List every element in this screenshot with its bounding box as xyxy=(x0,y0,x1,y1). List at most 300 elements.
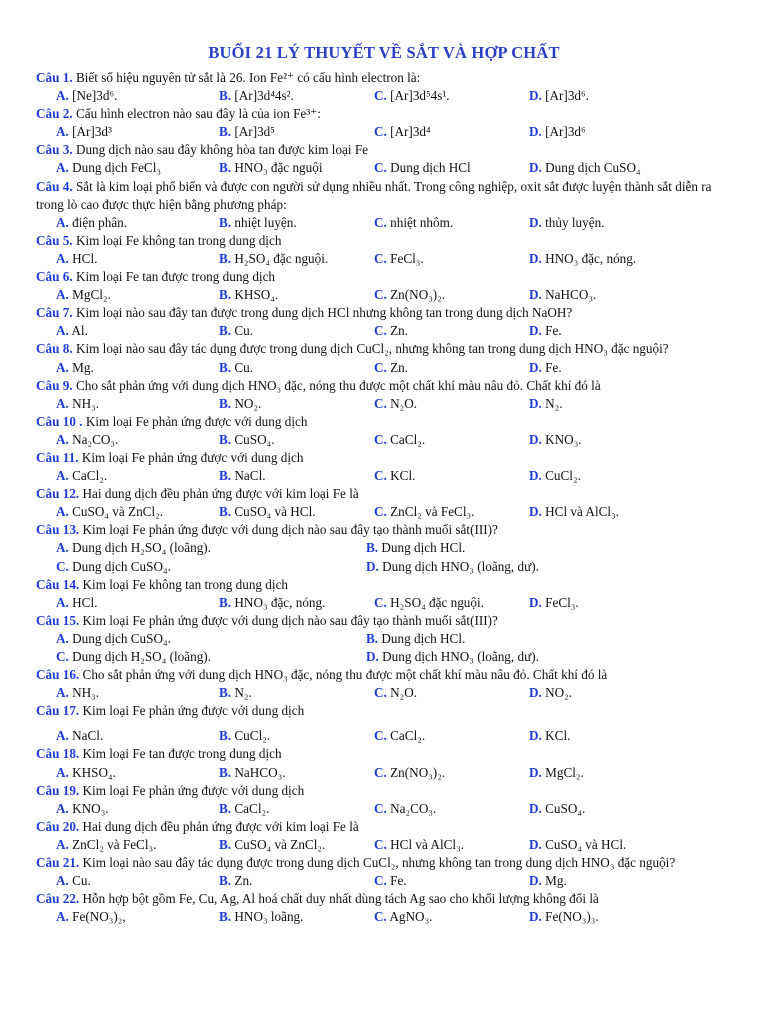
option-label: C. xyxy=(374,836,387,852)
answer-option[interactable] xyxy=(529,214,684,232)
question-text: Hai dung dịch đều phản ứng được với kim loại Fe là xyxy=(82,486,359,502)
option-text: KHSO₄. xyxy=(234,287,279,303)
option-text: NaHCO₃. xyxy=(234,764,286,780)
option-text: nhiệt luyện. xyxy=(234,214,297,230)
answer-option[interactable] xyxy=(219,214,374,232)
option-text: KCl. xyxy=(545,728,571,744)
option-label: B. xyxy=(219,728,232,744)
answer-option[interactable] xyxy=(374,467,529,485)
answer-option[interactable] xyxy=(374,431,529,449)
option-text: Dung dịch H₂SO₄ (loãng). xyxy=(72,649,211,664)
answer-option[interactable] xyxy=(36,800,219,818)
question-block xyxy=(36,576,736,612)
answer-option[interactable] xyxy=(219,764,374,782)
answer-option[interactable] xyxy=(219,503,374,521)
question-stem xyxy=(36,612,736,630)
answer-option[interactable] xyxy=(36,836,219,854)
answer-option[interactable] xyxy=(366,558,676,576)
option-text: Dung dịch FeCl₃ xyxy=(72,160,161,176)
option-text: Zn. xyxy=(390,323,409,339)
question-stem xyxy=(36,268,736,286)
option-label: B. xyxy=(366,540,379,556)
answer-option[interactable] xyxy=(219,359,374,377)
answer-option[interactable] xyxy=(219,159,374,177)
option-text: N₂O. xyxy=(390,395,418,411)
option-text: N₂O. xyxy=(390,685,418,701)
option-label: B. xyxy=(219,88,232,104)
answer-option[interactable] xyxy=(374,594,529,612)
answer-option[interactable] xyxy=(36,395,219,413)
question-stem xyxy=(36,890,736,908)
option-label: D. xyxy=(529,124,542,140)
answer-option[interactable] xyxy=(374,359,529,377)
answer-option[interactable] xyxy=(529,800,684,818)
answer-option[interactable] xyxy=(529,684,684,702)
question-stem xyxy=(36,745,736,763)
question-text: Kim loại Fe phản ứng được với dung dịch xyxy=(81,449,304,465)
answer-option[interactable] xyxy=(219,594,374,612)
answer-option[interactable] xyxy=(374,872,529,890)
question-block xyxy=(36,612,736,666)
option-label: A. xyxy=(56,468,69,484)
answer-option[interactable] xyxy=(36,727,219,745)
answer-option[interactable] xyxy=(529,908,684,926)
option-text: HCl. xyxy=(72,250,98,266)
option-text: Dung dịch CuSO₄. xyxy=(72,558,171,574)
option-text: Dung dịch H₂SO₄ (loãng). xyxy=(72,540,211,556)
answer-option[interactable] xyxy=(36,764,219,782)
answer-option[interactable] xyxy=(36,286,219,304)
option-text: NaCl. xyxy=(72,728,104,744)
question-text: Cấu hình electron nào sau đây là của ion Fe³⁺: xyxy=(75,106,321,122)
question-text: Kim loại Fe tan được trong dung dịch xyxy=(75,269,276,285)
question-number: Câu 1. xyxy=(36,70,73,85)
option-text: NO₂. xyxy=(545,685,573,701)
option-label: A. xyxy=(56,124,69,140)
question-block xyxy=(36,340,736,376)
answer-option[interactable] xyxy=(374,503,529,521)
answer-option[interactable] xyxy=(219,322,374,340)
answer-option[interactable] xyxy=(36,872,219,890)
option-text: [Ar]3d⁶. xyxy=(545,88,589,104)
option-text: [Ar]3d⁵ xyxy=(234,124,275,140)
option-text: CuSO₄. xyxy=(234,431,275,447)
option-label: D. xyxy=(529,873,542,889)
answer-options xyxy=(36,764,736,782)
option-label: D. xyxy=(529,431,542,447)
answer-option[interactable] xyxy=(529,286,684,304)
option-text: Dung dịch HCl. xyxy=(381,540,466,556)
answer-option[interactable] xyxy=(529,467,684,485)
answer-option[interactable] xyxy=(36,594,219,612)
option-text: CaCl₂. xyxy=(234,800,270,816)
option-label: C. xyxy=(374,504,387,520)
question-number: Câu 16. xyxy=(36,667,80,683)
option-label: D. xyxy=(366,649,379,664)
option-label: B. xyxy=(219,764,232,780)
answer-option[interactable] xyxy=(36,214,219,232)
option-text: AgNO₃. xyxy=(389,909,433,925)
question-stem xyxy=(36,340,736,358)
question-number: Câu 3. xyxy=(36,142,73,158)
option-label: C. xyxy=(374,214,387,230)
option-text: KHSO₄. xyxy=(72,764,116,780)
option-label: C. xyxy=(374,431,387,447)
answer-option[interactable] xyxy=(374,159,529,177)
question-text: Biết số hiệu nguyên tử sắt là 26. Ion Fe²⁺ có cấu hình electron là: xyxy=(75,70,421,85)
answer-option[interactable] xyxy=(374,836,529,854)
question-block xyxy=(36,377,736,413)
answer-option[interactable] xyxy=(219,836,374,854)
option-text: NO₂. xyxy=(234,395,262,411)
option-label: D. xyxy=(529,764,542,780)
question-stem xyxy=(36,141,736,159)
answer-option[interactable] xyxy=(219,123,374,141)
option-text: Cu. xyxy=(234,323,254,339)
option-text: Zn. xyxy=(390,359,409,375)
question-number: Câu 2. xyxy=(36,106,73,122)
option-label: C. xyxy=(374,323,387,339)
option-text: ZnCl₂ và FeCl₃. xyxy=(390,504,475,520)
question-stem xyxy=(36,854,736,872)
option-text: FeCl₃. xyxy=(545,594,579,610)
option-label: B. xyxy=(219,873,232,889)
answer-option[interactable] xyxy=(36,87,219,105)
answer-option[interactable] xyxy=(36,908,219,926)
option-label: C. xyxy=(374,764,387,780)
answer-option[interactable] xyxy=(36,630,366,648)
question-number: Câu 21. xyxy=(36,855,80,871)
answer-options xyxy=(36,431,736,449)
question-number: Câu 20. xyxy=(36,818,80,834)
answer-option[interactable] xyxy=(374,322,529,340)
option-text: Zn(NO₃)₂. xyxy=(390,287,446,303)
option-label: D. xyxy=(529,323,542,339)
option-label: A. xyxy=(56,359,69,375)
answer-options xyxy=(36,594,736,612)
option-label: C. xyxy=(374,395,387,411)
option-text: KNO₃. xyxy=(545,431,582,447)
question-stem xyxy=(36,413,736,431)
option-text: CuSO₄. xyxy=(545,800,586,816)
option-text: HCl. xyxy=(72,594,98,610)
option-label: D. xyxy=(529,160,542,176)
question-text: Kim loại Fe phản ứng được với dung dịch xyxy=(82,782,305,798)
option-text: Fe(NO₃)₂, xyxy=(72,909,126,925)
option-label: A. xyxy=(56,630,69,646)
option-label: A. xyxy=(56,214,69,230)
question-stem xyxy=(36,485,736,503)
answer-option[interactable] xyxy=(36,359,219,377)
option-text: [Ar]3d⁴4s². xyxy=(234,88,294,104)
answer-option[interactable] xyxy=(219,250,374,268)
question-text: Sắt là kim loại phổ biến và được con người sử dụng nhiều nhất. Trong công nghiệp, oxit sắt được luyện thành sắt diễn ra trong lò cao được thực hiện bằng phương pháp: xyxy=(36,178,712,212)
option-label: A. xyxy=(56,323,69,339)
option-label: C. xyxy=(374,873,387,889)
answer-option[interactable] xyxy=(36,159,219,177)
option-label: D. xyxy=(529,685,542,701)
option-label: C. xyxy=(374,909,387,925)
answer-option[interactable] xyxy=(219,395,374,413)
question-number: Câu 13. xyxy=(36,522,80,538)
option-text: Dung dịch CuSO₄ xyxy=(545,160,641,176)
spacer xyxy=(36,720,736,727)
answer-options xyxy=(36,359,736,377)
answer-options xyxy=(36,87,736,105)
question-text: Kim loại nào sau đây tan được trong dung dịch HCl nhưng không tan trong dung dịch NaOH? xyxy=(75,305,573,321)
question-block xyxy=(36,745,736,781)
option-text: NH₃. xyxy=(72,685,100,701)
question-block xyxy=(36,854,736,890)
answer-option[interactable] xyxy=(219,286,374,304)
option-text: HCl và AlCl₃. xyxy=(390,836,464,852)
option-label: A. xyxy=(56,540,69,556)
option-text: NaCl. xyxy=(234,468,266,484)
answer-option[interactable] xyxy=(219,872,374,890)
answer-options xyxy=(36,836,736,854)
question-block xyxy=(36,702,736,745)
question-stem xyxy=(36,702,736,720)
option-label: D. xyxy=(366,558,379,574)
answer-option[interactable] xyxy=(36,250,219,268)
question-text: Hỗn hợp bột gồm Fe, Cu, Ag, Al hoá chất duy nhất dùng tách Ag sao cho khối lượng không đổi là xyxy=(82,891,599,907)
question-text: Hai dung dịch đều phản ứng được với kim loại Fe là xyxy=(82,818,359,834)
option-text: N₂. xyxy=(545,395,563,411)
question-stem xyxy=(36,782,736,800)
answer-option[interactable] xyxy=(374,684,529,702)
option-text: N₂. xyxy=(234,685,252,701)
option-text: MgCl₂. xyxy=(72,287,111,303)
answer-options xyxy=(36,286,736,304)
option-text: KNO₃. xyxy=(72,800,109,816)
answer-option[interactable] xyxy=(36,539,366,557)
answer-option[interactable] xyxy=(529,322,684,340)
option-text: CuSO₄ và HCl. xyxy=(234,504,316,520)
answer-option[interactable] xyxy=(529,87,684,105)
option-label: D. xyxy=(529,359,542,375)
question-block xyxy=(36,178,736,232)
question-text: Kim loại Fe phản ứng được với dung dịch nào sau đây tạo thành muối sắt(III)? xyxy=(82,612,498,628)
question-number: Câu 10 . xyxy=(36,413,83,429)
option-text: nhiệt nhôm. xyxy=(390,214,454,230)
option-text: Na₂CO₃. xyxy=(390,800,437,816)
option-text: [Ar]3d⁴ xyxy=(390,124,431,140)
answer-option[interactable] xyxy=(529,764,684,782)
question-text: Kim loại Fe phản ứng được với dung dịch xyxy=(85,413,308,429)
option-label: A. xyxy=(56,431,69,447)
answer-options xyxy=(36,872,736,890)
answer-options xyxy=(36,503,736,521)
option-label: A. xyxy=(56,800,69,816)
option-text: CuSO₄ và HCl. xyxy=(545,836,627,852)
answer-option[interactable] xyxy=(529,250,684,268)
question-block xyxy=(36,69,736,105)
option-text: CuCl₂. xyxy=(545,468,581,484)
answer-options xyxy=(36,539,736,575)
option-text: HNO₃ đặc nguội xyxy=(234,160,323,176)
answer-option[interactable] xyxy=(36,431,219,449)
answer-option[interactable] xyxy=(366,648,676,666)
question-block xyxy=(36,105,736,141)
question-block xyxy=(36,304,736,340)
option-text: HNO₃ loãng. xyxy=(234,909,304,925)
answer-option[interactable] xyxy=(529,123,684,141)
option-text: Mg. xyxy=(72,359,94,375)
answer-option[interactable] xyxy=(529,594,684,612)
answer-option[interactable] xyxy=(36,558,366,576)
answer-option[interactable] xyxy=(529,359,684,377)
option-label: C. xyxy=(374,468,387,484)
option-label: B. xyxy=(219,800,232,816)
question-number: Câu 12. xyxy=(36,486,80,502)
answer-option[interactable] xyxy=(219,87,374,105)
answer-option[interactable] xyxy=(36,648,366,666)
option-text: Fe. xyxy=(545,359,562,375)
answer-option[interactable] xyxy=(374,214,529,232)
answer-option[interactable] xyxy=(529,395,684,413)
option-label: D. xyxy=(529,287,542,303)
answer-option[interactable] xyxy=(374,764,529,782)
answer-option[interactable] xyxy=(36,467,219,485)
option-text: [Ar]3d³ xyxy=(72,124,112,140)
answer-option[interactable] xyxy=(529,159,684,177)
option-label: B. xyxy=(219,468,232,484)
answer-option[interactable] xyxy=(374,800,529,818)
option-label: C. xyxy=(56,558,69,574)
answer-option[interactable] xyxy=(36,123,219,141)
answer-option[interactable] xyxy=(529,872,684,890)
option-label: B. xyxy=(219,124,232,140)
option-text: CaCl₂. xyxy=(390,431,426,447)
option-label: A. xyxy=(56,395,69,411)
answer-option[interactable] xyxy=(219,467,374,485)
question-number: Câu 14. xyxy=(36,576,80,592)
question-number: Câu 5. xyxy=(36,232,73,248)
answer-option[interactable] xyxy=(219,684,374,702)
question-text: Cho sắt phản ứng với dung dịch HNO₃ đặc, nóng thu được một chất khí màu nâu đỏ. Chất khí đó là xyxy=(82,667,608,683)
question-number: Câu 15. xyxy=(36,612,80,628)
option-text: CaCl₂. xyxy=(72,468,108,484)
question-stem xyxy=(36,105,736,123)
answer-option[interactable] xyxy=(374,727,529,745)
option-label: C. xyxy=(374,250,387,266)
answer-option[interactable] xyxy=(374,286,529,304)
question-number: Câu 19. xyxy=(36,782,80,798)
option-text: Dung dịch HNO₃ (loãng, dư). xyxy=(382,558,539,574)
answer-option[interactable] xyxy=(374,87,529,105)
option-text: Mg. xyxy=(545,873,567,889)
option-label: B. xyxy=(219,359,232,375)
question-block xyxy=(36,485,736,521)
answer-option[interactable] xyxy=(529,727,684,745)
answer-options xyxy=(36,214,736,232)
option-label: C. xyxy=(374,685,387,701)
answer-option[interactable] xyxy=(36,503,219,521)
answer-option[interactable] xyxy=(366,539,676,557)
option-label: D. xyxy=(529,728,542,744)
option-text: Al. xyxy=(71,323,88,339)
option-text: Zn(NO₃)₂. xyxy=(390,764,446,780)
question-text: Kim loại Fe không tan trong dung dịch xyxy=(82,576,289,592)
question-block xyxy=(36,232,736,268)
question-text: Kim loại Fe phản ứng được với dung dịch xyxy=(82,703,305,719)
option-text: H₂SO₄ đặc nguội. xyxy=(390,594,484,610)
answer-options xyxy=(36,908,736,926)
option-text: Fe(NO₃)₃. xyxy=(545,909,599,925)
option-label: D. xyxy=(529,594,542,610)
question-text: Kim loại Fe không tan trong dung dịch xyxy=(75,232,282,248)
question-block xyxy=(36,521,736,575)
option-label: B. xyxy=(219,504,232,520)
option-label: B. xyxy=(219,287,232,303)
option-text: Fe. xyxy=(545,323,562,339)
option-text: CuSO₄ và ZnCl₂. xyxy=(72,504,164,520)
option-text: HNO₃ đặc, nóng. xyxy=(234,594,326,610)
option-text: Dung dịch HNO₃ (loãng, dư). xyxy=(382,649,539,664)
answer-option[interactable] xyxy=(36,322,219,340)
answer-option[interactable] xyxy=(374,395,529,413)
answer-option[interactable] xyxy=(219,908,374,926)
answer-options xyxy=(36,250,736,268)
question-text: Kim loại Fe phản ứng được với dung dịch nào sau đây tạo thành muối sắt(III)? xyxy=(82,522,498,538)
option-label: B. xyxy=(219,214,232,230)
answer-option[interactable] xyxy=(36,684,219,702)
question-stem xyxy=(36,178,736,214)
question-stem xyxy=(36,666,736,684)
option-text: HNO₃ đặc, nóng. xyxy=(545,250,637,266)
option-text: Cu. xyxy=(234,359,254,375)
option-text: HCl và AlCl₃. xyxy=(545,504,619,520)
answer-options xyxy=(36,395,736,413)
option-text: Dung dịch CuSO₄. xyxy=(72,630,171,646)
answer-option[interactable] xyxy=(219,800,374,818)
option-text: thủy luyện. xyxy=(545,214,605,230)
answer-option[interactable] xyxy=(529,836,684,854)
answer-option[interactable] xyxy=(529,431,684,449)
question-text: Dung dịch nào sau đây không hòa tan được kim loại Fe xyxy=(75,142,369,158)
answer-option[interactable] xyxy=(219,431,374,449)
option-text: CuCl₂. xyxy=(234,728,271,744)
answer-option[interactable] xyxy=(219,727,374,745)
answer-option[interactable] xyxy=(374,250,529,268)
question-block xyxy=(36,268,736,304)
option-text: Dung dịch HCl. xyxy=(381,630,466,646)
option-text: H₂SO₄ đặc nguội. xyxy=(234,250,329,266)
answer-options xyxy=(36,800,736,818)
answer-option[interactable] xyxy=(529,503,684,521)
option-text: ZnCl₂ và FeCl₃. xyxy=(72,836,157,852)
answer-option[interactable] xyxy=(366,630,676,648)
question-block xyxy=(36,818,736,854)
option-label: A. xyxy=(56,836,69,852)
option-label: D. xyxy=(529,250,542,266)
option-label: A. xyxy=(56,287,69,303)
option-text: KCl. xyxy=(390,468,416,484)
answer-option[interactable] xyxy=(374,908,529,926)
option-label: D. xyxy=(529,395,542,411)
option-text: [Ar]3d⁵4s¹. xyxy=(390,88,450,104)
option-text: NaHCO₃. xyxy=(545,287,597,303)
question-stem xyxy=(36,521,736,539)
option-text: [Ar]3d⁶ xyxy=(545,124,586,140)
answer-option[interactable] xyxy=(374,123,529,141)
option-label: B. xyxy=(219,431,232,447)
question-text: Cho sắt phản ứng với dung dịch HNO₃ đặc, nóng thu được một chất khí màu nâu đỏ. Chất khí đó là xyxy=(75,377,601,393)
option-label: A. xyxy=(56,764,69,780)
question-stem xyxy=(36,818,736,836)
option-label: C. xyxy=(374,88,387,104)
question-stem xyxy=(36,69,736,87)
